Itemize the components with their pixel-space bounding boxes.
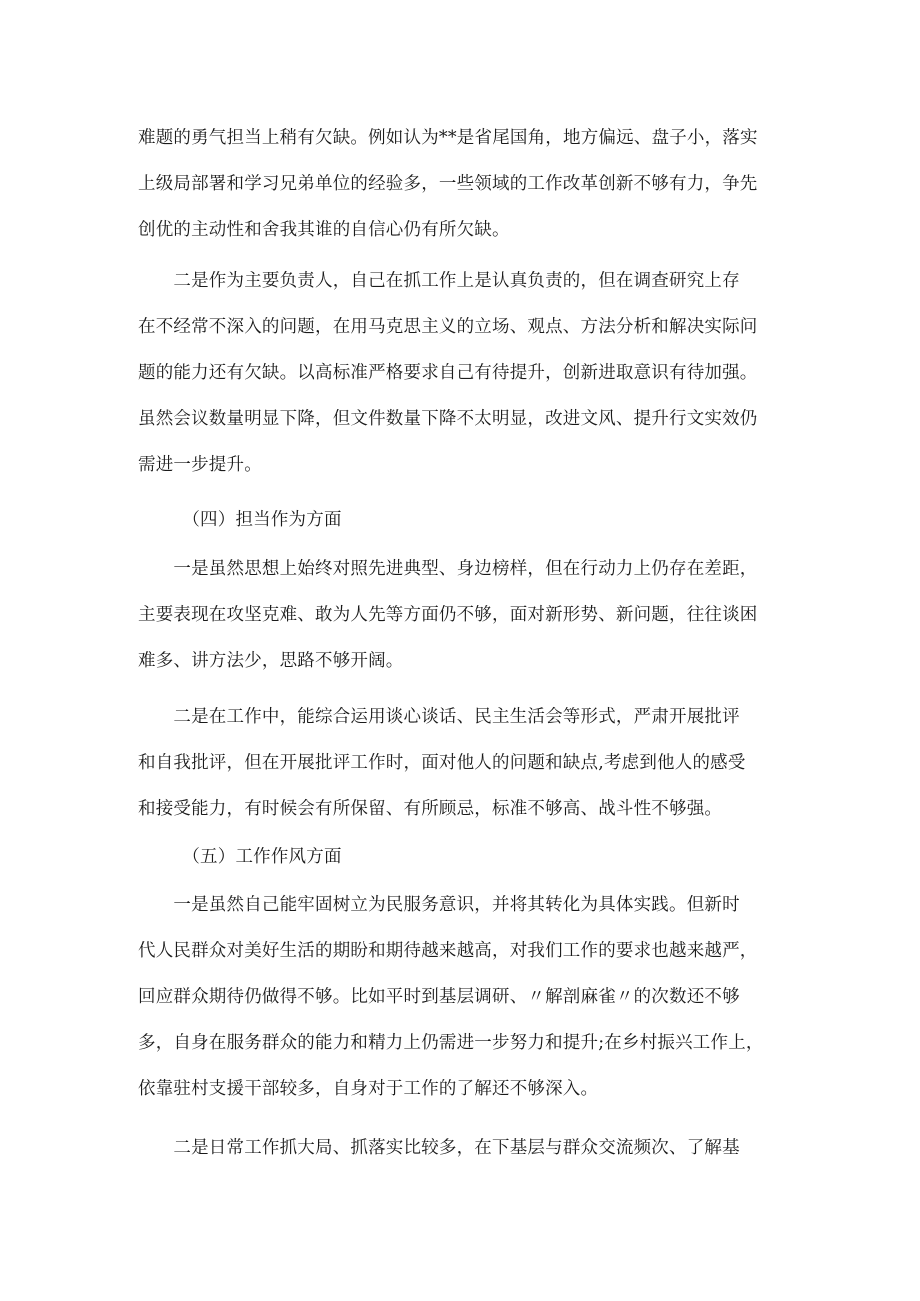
section-heading-4 <box>138 497 783 543</box>
text-line: 一是虽然自己能牢固树立为民服务意识，并将其转化为具体实践。但新时 <box>138 895 740 915</box>
text-line: 题的能力还有欠缺。以高标准严格要求自己有待提升，创新进取意识有待加强。 <box>138 363 758 383</box>
text-line: 难题的勇气担当上稍有欠缺。例如认为**是省尾国角，地方偏远、盘子小，落实 <box>138 128 758 148</box>
text-line: 在不经常不深入的问题，在用马克思主义的立场、观点、方法分析和解决实际问 <box>138 317 758 337</box>
paragraph-first-point <box>138 882 783 1112</box>
text-line: 二是在工作中，能综合运用谈心谈话、民主生活会等形式，严肃开展批评 <box>138 707 740 727</box>
paragraph-second-point <box>138 1125 783 1171</box>
text-line: 多，自身在服务群众的能力和精力上仍需进一步努力和提升;在乡村振兴工作上， <box>138 1033 764 1053</box>
text-line: 主要表现在攻坚克难、敢为人先等方面仍不够，面对新形势、新问题，往往谈困 <box>138 605 758 625</box>
paragraph-second-point <box>138 258 783 488</box>
text-line: 和自我批评，但在开展批评工作时，面对他人的问题和缺点,考虑到他人的感受 <box>138 753 746 773</box>
text-line: 和接受能力，有时候会有所保留、有所顾忌，标准不够高、战斗性不够强。 <box>138 799 723 819</box>
text-line: 回应群众期待仍做得不够。比如平时到基层调研、〃解剖麻雀〃的次数还不够 <box>138 987 740 1007</box>
paragraph-second-point <box>138 694 783 832</box>
text-line: 需进一步提升。 <box>138 455 262 475</box>
text-line: 创优的主动性和舍我其谁的自信心仍有所欠缺。 <box>138 220 510 240</box>
text-line: 一是虽然思想上始终对照先进典型、身边榜样，但在行动力上仍存在差距， <box>138 559 758 579</box>
paragraph-first-point <box>138 546 783 684</box>
text-line: 依靠驻村支援干部较多，自身对于工作的了解还不够深入。 <box>138 1079 599 1099</box>
heading-text: （四）担当作为方面 <box>138 510 342 530</box>
text-line: 二是作为主要负责人，自己在抓工作上是认真负责的，但在调查研究上存 <box>138 271 740 291</box>
text-line: 上级局部署和学习兄弟单位的经验多，一些领域的工作改革创新不够有力，争先 <box>138 174 758 194</box>
section-heading-5 <box>138 834 783 880</box>
heading-text: （五）工作作风方面 <box>138 847 342 867</box>
paragraph-continuation <box>138 115 783 253</box>
text-line: 难多、讲方法少，思路不够开阔。 <box>138 651 404 671</box>
text-line: 虽然会议数量明显下降，但文件数量下降不太明显，改进文风、提升行文实效仍 <box>138 409 758 429</box>
text-line: 代人民群众对美好生活的期盼和期待越来越高，对我们工作的要求也越来越严， <box>138 941 758 961</box>
text-line: 二是日常工作抓大局、抓落实比较多，在下基层与群众交流频次、了解基 <box>138 1138 740 1158</box>
